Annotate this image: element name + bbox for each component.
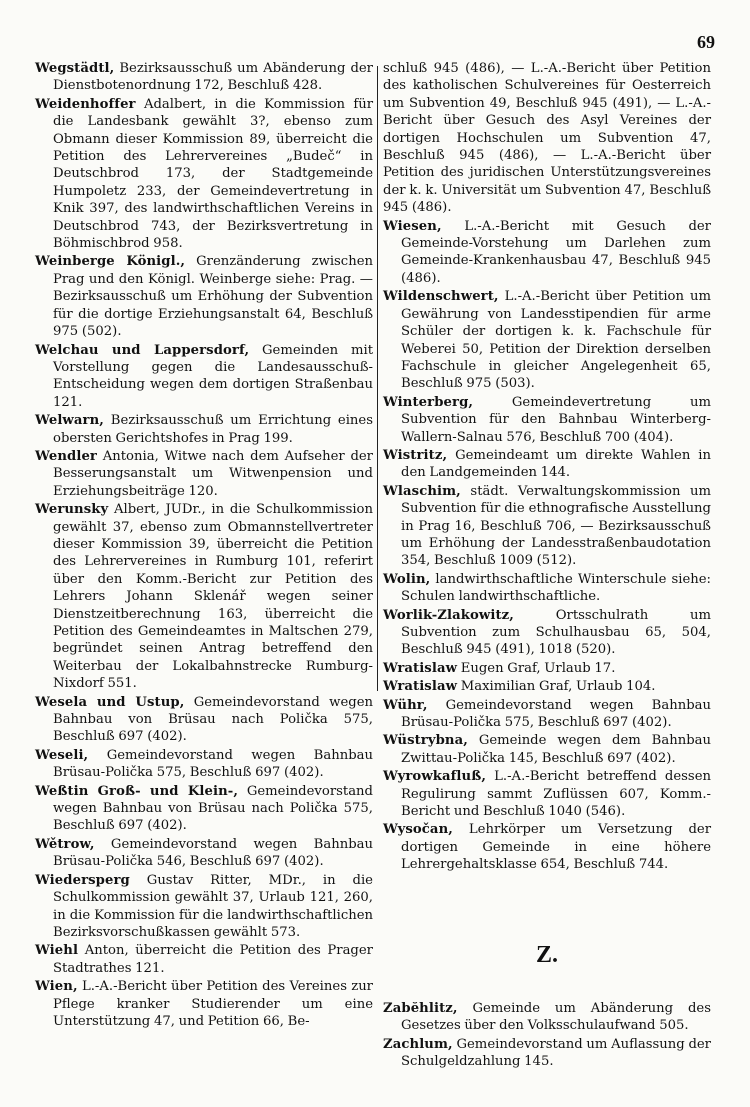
index-entry: [383, 1000, 711, 1035]
index-entry: [383, 218, 711, 288]
continued-entry: schluß 945 (486), — L.-A.-Bericht über Petition des katholischen Schulvereines für Oesterreich um Subvention 49, Beschluß 945 (491), — L.-A.-Bericht über Gesuch des Asyl Vereines der dortigen Hochschulen um Subvention 47, Beschluß 945 (486), — L.-A.-Bericht über Petition des juridischen Unterstützungsvereines der k. k. Universität um Subvention 47, Beschluß 945 (486).: [383, 61, 711, 216]
entry-text: L.-A.-Bericht mit Gesuch der Gemeinde-Vorstehung um Darlehen zum Gemeinde-Krankenhausbau 47, Beschluß 945 (486).: [401, 218, 711, 286]
index-entry: [383, 607, 711, 659]
entry-heading: Wratislaw: [383, 679, 458, 695]
entry-heading: Wildenschwert,: [383, 289, 499, 305]
index-entry: [35, 412, 373, 447]
index-entry: [383, 697, 711, 732]
entry-heading: Wiesen,: [383, 218, 442, 234]
index-entry: [383, 1036, 711, 1071]
entry-text: Antonia, Witwe nach dem Aufseher der Besserungsanstalt um Witwenpension und Erziehungsbeiträge 120.: [53, 448, 373, 499]
index-entry: [35, 836, 373, 871]
entry-text: Adalbert, in die Kommission für die Landesbank gewählt 3?, ebenso zum Obmann dieser Kommission 89, überreicht die Petition des Lehrervereines „Budeč“ in Deutschbrod 173, der Stadtgemeinde Humpoletz 233, der Gemeindevertretung in Knik 397, des landwirthschaftlichen Vereins in Deutschbrod 743, der Bezirksvertretung in Böhmischbrod 958.: [53, 96, 373, 252]
index-entry: [35, 448, 373, 500]
entry-heading: Zachlum,: [383, 1036, 453, 1052]
entry-heading: Wendler: [35, 448, 97, 464]
index-entry: [383, 571, 711, 606]
entry-text: Anton, überreicht die Petition des Prager Stadtrathes 121.: [53, 943, 373, 976]
entry-text: Lehrkörper um Versetzung der dortigen Gemeinde in eine höhere Lehrergehaltsklasse 654, Beschluß 744.: [401, 822, 711, 873]
entry-text: Gemeinden mit Vorstellung gegen die Landesausschuß-Entscheidung wegen dem dortigen Straßenbau 121.: [53, 342, 373, 410]
entry-heading: Wesela und Ustup,: [35, 694, 185, 710]
entry-heading: Wistritz,: [383, 447, 448, 463]
entry-text: Gemeindevorstand wegen Bahnbau Brüsau-Polička 575, Beschluß 697 (402).: [401, 697, 711, 731]
index-entry: [35, 747, 373, 782]
entry-text: Gemeindevorstand wegen Bahnbau Brüsau-Polička 546, Beschluß 697 (402).: [53, 836, 373, 870]
index-entry: [383, 447, 711, 482]
entry-text: Gemeindevorstand um Auflassung der Schulgeldzahlung 145.: [401, 1036, 711, 1069]
right-column-entries: [383, 218, 711, 874]
entry-heading: Wüstrybna,: [383, 733, 468, 749]
index-entry: [35, 501, 373, 692]
entry-text: städt. Verwaltungskommission um Subvention für die ethnografische Ausstellung in Prag 16, Beschluß 706, — Bezirksausschuß um Erhöhung der Landesstraßenbaudotation 354, Beschluß 1009 (512).: [401, 483, 711, 569]
entry-heading: Wien,: [35, 979, 78, 995]
entry-heading: Weidenhoffer: [35, 96, 136, 112]
index-entry: [35, 978, 373, 1030]
index-entry: [383, 394, 711, 446]
entry-text: Gustav Ritter, MDr., in die Schulkommission gewählt 37, Urlaub 121, 260, in die Kommission für die landwirthschaftlichen Bezirksvorschußkassen gewählt 573.: [53, 872, 373, 940]
index-entry: [383, 483, 711, 570]
index-entry: [383, 821, 711, 873]
left-column: [35, 60, 373, 1031]
entry-heading: Wratislaw: [383, 660, 458, 676]
index-entry: [35, 342, 373, 412]
entry-heading: Wolin,: [383, 571, 431, 587]
right-column: [383, 60, 711, 1071]
entry-text: L.-A.-Bericht betreffend dessen Regulirung sammt Zuflüssen 607, Komm.-Bericht und Beschluß 1040 (546).: [401, 769, 711, 820]
entry-text: Grenzänderung zwischen Prag und den Königl. Weinberge siehe: Prag. — Bezirksausschuß um Erhöhung der Subvention für die dortige Erziehungsanstalt 64, Beschluß 975 (502).: [53, 254, 373, 340]
entry-heading: Weseli,: [35, 747, 89, 763]
index-entry: [383, 732, 711, 767]
entry-text: Bezirksausschuß um Abänderung der Dienstbotenordnung 172, Beschluß 428.: [53, 61, 373, 94]
entry-text: Gemeindevertretung um Subvention für den Bahnbau Winterberg-Wallern-Salnau 576, Beschluß 700 (404).: [401, 394, 711, 445]
entry-text: Gemeinde um Abänderung des Gesetzes über den Volksschulaufwand 505.: [401, 1000, 711, 1034]
index-entry: [35, 694, 373, 746]
entry-heading: Wegstädtl,: [35, 61, 115, 76]
entry-heading: Weinberge Königl.,: [35, 254, 186, 270]
entry-heading: Wlaschim,: [383, 483, 461, 499]
index-entry: [35, 60, 373, 95]
entry-text: Gemeindeamt um direkte Wahlen in den Landgemeinden 144.: [401, 447, 711, 481]
index-entry: [383, 288, 711, 392]
entry-text: Bezirksausschuß um Errichtung eines obersten Gerichtshofes in Prag 199.: [53, 413, 373, 446]
entry-text: Maximilian Graf, Urlaub 104.: [460, 679, 656, 695]
entry-heading: Wyrowkafluß,: [383, 769, 487, 785]
index-entry: [383, 678, 711, 695]
index-entry: [383, 660, 711, 677]
entry-heading: Welchau und Lappersdorf,: [35, 342, 250, 358]
entry-heading: Zabĕhlitz,: [383, 1000, 458, 1016]
entry-text: landwirthschaftliche Winterschule siehe: Schulen landwirthschaftliche.: [401, 571, 711, 605]
entry-heading: Wiedersperg: [35, 872, 130, 888]
index-entry: [35, 253, 373, 340]
entry-text: Gemeinde wegen dem Bahnbau Zwittau-Polička 145, Beschluß 697 (402).: [401, 733, 711, 766]
entry-heading: Wiehl: [35, 943, 79, 959]
entry-heading: Winterberg,: [383, 394, 474, 410]
entry-text: Gemeindevorstand wegen Bahnbau von Brüsau nach Polička 575, Beschluß 697 (402).: [53, 694, 373, 745]
index-entry: [35, 96, 373, 253]
index-entry: [35, 783, 373, 835]
index-entry: [35, 872, 373, 942]
entry-heading: Weßtin Groß- und Klein-,: [35, 783, 239, 799]
index-entry: [35, 942, 373, 977]
entry-heading: Wětrow,: [35, 836, 95, 852]
entry-text: L.-A.-Bericht über Petition des Vereines zur Pflege kranker Studierender um eine Unterstützung 47, und Petition 66, Be-: [53, 979, 373, 1029]
entry-heading: Welwarn,: [35, 413, 104, 429]
entry-text: Albert, JUDr., in die Schulkommission gewählt 37, ebenso zum Obmannstellvertreter dieser Kommission 39, überreicht die Petition des Lehrervereines in Rumburg 101, referirt über den Komm.-Bericht zur Petition des Lehrers Johann Sklenář wegen seiner Dienstzeitberechnung 163, überreicht die Petition des Gemeindeamtes in Maltschen 279, begründet seinen Antrag betreffend den Weiterbau der Lokalbahnstrecke Rumburg-Nixdorf 551.: [53, 502, 373, 692]
entry-text: L.-A.-Bericht über Petition um Gewährung von Landesstipendien für arme Schüler der dortigen k. k. Fachschule für Weberei 50, Petition der Direktion derselben Fachschule in gleicher Angelegenheit 65, Beschluß 975 (503).: [401, 289, 711, 392]
entry-heading: Wühr,: [383, 697, 428, 713]
section-letter: Z.: [535, 941, 558, 968]
page-number: 69: [697, 32, 715, 52]
entry-text: Ortsschulrath um Subvention zum Schulhausbau 65, 504, Beschluß 945 (491), 1018 (520).: [401, 607, 711, 658]
entry-text: Gemeindevorstand wegen Bahnbau von Brüsau nach Polička 575, Beschluß 697 (402).: [53, 783, 373, 834]
entry-heading: Werunsky: [35, 502, 109, 518]
entry-text: Gemeindevorstand wegen Bahnbau Brüsau-Polička 575, Beschluß 697 (402).: [53, 747, 373, 781]
entry-heading: Worlik-Zlakowitz,: [383, 607, 514, 623]
index-entry: [383, 768, 711, 820]
entry-heading: Wysočan,: [383, 822, 453, 838]
entry-text: Eugen Graf, Urlaub 17.: [460, 660, 616, 676]
column-divider: [377, 66, 378, 691]
z-section-entries: [383, 1000, 711, 1071]
